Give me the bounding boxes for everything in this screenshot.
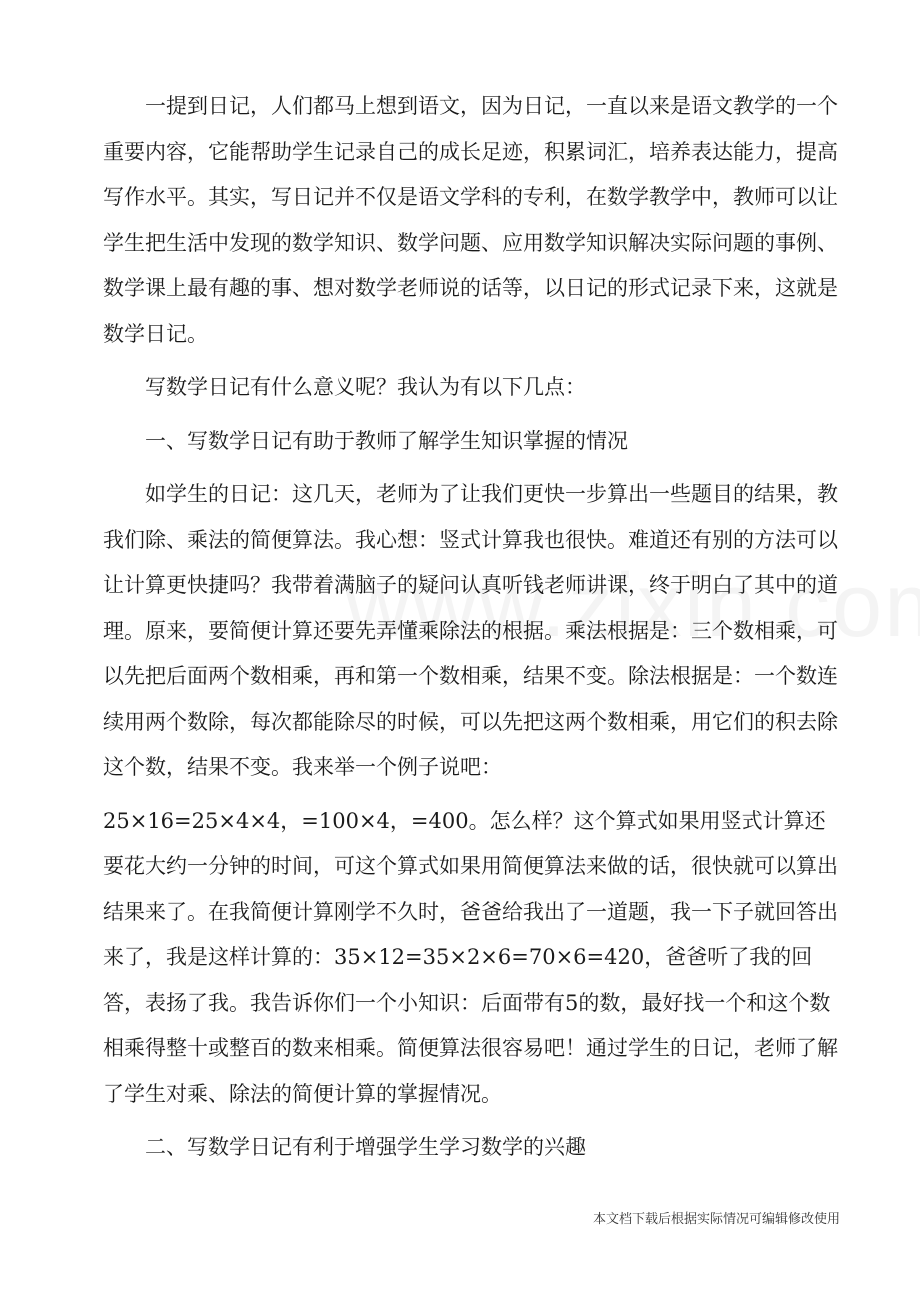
section-heading-1: 一、写数学日记有助于教师了解学生知识掌握的情况 xyxy=(145,428,628,453)
paragraph-example: 25×16=25×4×4，=100×4，=400。怎么样？这个算式如果用竖式计算还要花大约一分钟的时间，可这个算式如果用简便算法来做的话，很快就可以算出结果来了。在我简便计算刚学不久时，爸爸给我出了一道题，我一下子就回答出来了，我是这样计算的：35×12=35×2×6=70×6=420，爸爸听了我的回答，表扬了我。我告诉你们一个小知识：后面带有5的数，最好找一个和这个数相乘得整十或整百的数来相乘。简便算法很容易吧！通过学生的日记，老师了解了学生对乘、除法的简便计算的掌握情况。 xyxy=(103,808,838,1106)
paragraph-intro: 一提到日记，人们都马上想到语文，因为日记，一直以来是语文教学的一个重要内容，它能帮助学生记录自己的成长足迹，积累词汇，培养表达能力，提高写作水平。其实，写日记并不仅是语文学科的专利，在数学教学中，教师可以让学生把生活中发现的数学知识、数学问题、应用数学知识解决实际问题的事例、数学课上最有趣的事、想对数学老师说的话等，以日记的形式记录下来，这就是数学日记。 xyxy=(103,94,838,346)
section-heading-2: 二、写数学日记有利于增强学生学习数学的兴趣 xyxy=(145,1135,586,1159)
paragraph-question: 写数学日记有什么意义呢？我认为有以下几点： xyxy=(145,375,586,399)
paragraph-student-diary: 如学生的日记：这几天，老师为了让我们更快一步算出一些题目的结果，教我们除、乘法的简便算法。我心想：竖式计算我也很快。难道还有别的方法可以让计算更快捷吗？我带着满脑子的疑问认真听钱老师讲课，终于明白了其中的道理。原来，要简便计算还要先弄懂乘除法的根据。乘法根据是：三个数相乘，可以先把后面两个数相乘，再和第一个数相乘，结果不变。除法根据是：一个数连续用两个数除，每次都能除尽的时候，可以先把这两个数相乘，用它们的积去除这个数，结果不变。我来举一个例子说吧： xyxy=(103,482,838,779)
page-footer: 本文档下载后根据实际情况可编辑修改使用 xyxy=(592,1212,840,1227)
watermark xyxy=(345,555,920,658)
